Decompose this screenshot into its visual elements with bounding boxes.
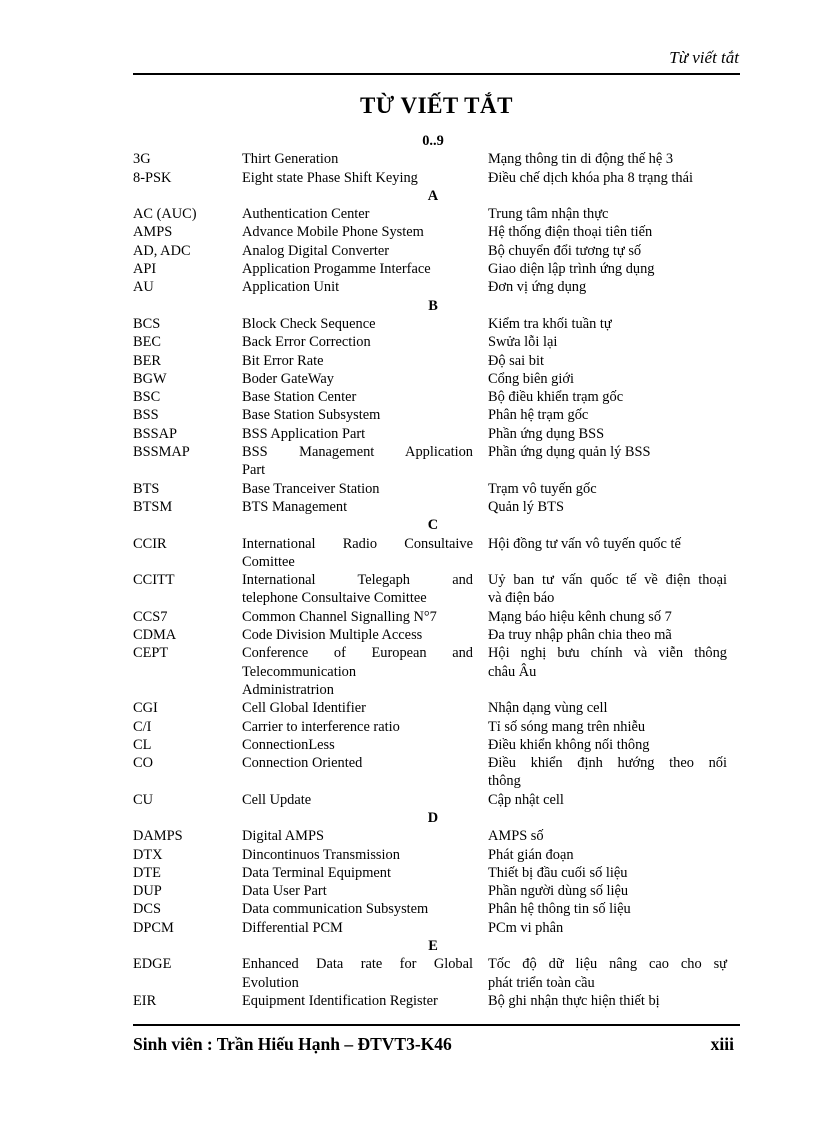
- list-item: [133, 535, 733, 553]
- abbreviation: CCITT: [133, 572, 175, 589]
- vietnamese-meaning: Mạng thông tin di động thế hệ 3: [488, 151, 674, 168]
- section-heading: E: [428, 938, 438, 955]
- full-term: ConnectionLess: [242, 736, 335, 753]
- full-term: Administratrion: [242, 681, 334, 698]
- list-item: [133, 772, 733, 790]
- abbreviation: [133, 553, 242, 571]
- full-term: Bit Error Rate: [242, 352, 324, 369]
- abbreviation: AD, ADC: [133, 242, 191, 259]
- abbreviation: CDMA: [133, 627, 177, 644]
- list-item: [133, 864, 733, 882]
- full-term: Equipment Identification Register: [242, 992, 438, 1009]
- list-item: [133, 352, 733, 370]
- vietnamese-meaning: Nhận dạng vùng cell: [488, 700, 608, 717]
- abbreviation: BGW: [133, 370, 167, 387]
- abbreviation: BCS: [133, 315, 161, 332]
- vietnamese-meaning: Hội đồng tư vấn vô tuyến quốc tế: [488, 535, 681, 552]
- section-heading: C: [427, 517, 439, 534]
- vietnamese-meaning: Phần người dùng số liệu: [488, 883, 629, 900]
- full-term: Application Unit: [242, 279, 340, 296]
- abbreviation: API: [133, 261, 157, 278]
- list-item: [133, 974, 733, 992]
- abbreviation: DUP: [133, 883, 162, 900]
- full-term: Base Station Center: [242, 389, 357, 406]
- full-term: Authentication Center: [242, 206, 370, 223]
- abbreviation-list: [133, 132, 733, 1010]
- list-item: [133, 882, 733, 900]
- page-number: xiii: [710, 1034, 734, 1054]
- vietnamese-meaning: châu Âu: [488, 663, 537, 680]
- vietnamese-meaning: Cập nhật cell: [488, 791, 564, 808]
- vietnamese-meaning: Quản lý BTS: [488, 498, 564, 515]
- list-item: [133, 425, 733, 443]
- full-term: BSS Management Application: [242, 444, 473, 461]
- section-heading: 0..9: [422, 133, 444, 149]
- vietnamese-meaning: [488, 681, 727, 699]
- list-item: [133, 278, 733, 296]
- abbreviation: [133, 681, 242, 699]
- abbreviation: EIR: [133, 992, 157, 1009]
- list-item: [133, 169, 733, 187]
- full-term: Data User Part: [242, 883, 327, 900]
- list-item: [133, 699, 733, 717]
- full-term: [242, 772, 473, 790]
- abbreviation: [133, 461, 242, 479]
- vietnamese-meaning: Hệ thống điện thoại tiên tiến: [488, 224, 653, 241]
- abbreviation: AU: [133, 279, 154, 296]
- vietnamese-meaning: Phát gián đoạn: [488, 846, 574, 863]
- list-item: [133, 370, 733, 388]
- abbreviation: DAMPS: [133, 828, 183, 845]
- vietnamese-meaning: thông: [488, 773, 521, 790]
- vietnamese-meaning: Tốc độ dữ liệu nâng cao cho sự: [488, 956, 727, 973]
- list-item: [133, 553, 733, 571]
- footer-author: Sinh viên : Trần Hiếu Hạnh – ĐTVT3-K46: [133, 1034, 452, 1054]
- full-term: Digital AMPS: [242, 828, 324, 845]
- vietnamese-meaning: Bộ ghi nhận thực hiện thiết bị: [488, 992, 660, 1009]
- section-heading: A: [427, 187, 439, 204]
- vietnamese-meaning: Mạng báo hiệu kênh chung số 7: [488, 608, 672, 625]
- list-item: [133, 315, 733, 333]
- vietnamese-meaning: AMPS số: [488, 828, 544, 845]
- list-item: [133, 827, 733, 845]
- vietnamese-meaning: Điều khiển định hướng theo nối: [488, 755, 727, 772]
- full-term: Part: [242, 462, 266, 479]
- abbreviation: [133, 974, 242, 992]
- abbreviation: CO: [133, 755, 153, 772]
- abbreviation: CL: [133, 736, 152, 753]
- section-heading: D: [427, 809, 439, 826]
- vietnamese-meaning: Trung tâm nhận thực: [488, 206, 609, 223]
- vietnamese-meaning: Phần ứng dụng quản lý BSS: [488, 444, 651, 461]
- full-term: Base Tranceiver Station: [242, 480, 380, 497]
- list-item: [133, 498, 733, 516]
- list-item: [133, 461, 733, 479]
- list-item: [133, 754, 733, 772]
- full-term: BTS Management: [242, 498, 348, 515]
- full-term: Code Division Multiple Access: [242, 627, 423, 644]
- abbreviation: [133, 772, 242, 790]
- full-term: Data Terminal Equipment: [242, 864, 391, 881]
- list-item: [133, 626, 733, 644]
- vietnamese-meaning: Swửa lỗi lại: [488, 334, 558, 351]
- full-term: Analog Digital Converter: [242, 242, 390, 259]
- vietnamese-meaning: Hội nghị bưu chính và viễn thông: [488, 645, 727, 662]
- list-item: [133, 205, 733, 223]
- vietnamese-meaning: Cổng biên giới: [488, 370, 574, 387]
- full-term: Conference of European and: [242, 645, 473, 662]
- full-term: Enhanced Data rate for Global: [242, 956, 473, 973]
- abbreviation: C/I: [133, 718, 152, 735]
- vietnamese-meaning: phát triển toàn cầu: [488, 974, 595, 991]
- abbreviation: DCS: [133, 901, 161, 918]
- full-term: Evolution: [242, 974, 299, 991]
- vietnamese-meaning: Đơn vị ứng dụng: [488, 279, 587, 296]
- abbreviation: BSS: [133, 407, 159, 424]
- abbreviation: DTE: [133, 864, 161, 881]
- vietnamese-meaning: Tỉ số sóng mang trên nhiễu: [488, 718, 646, 735]
- full-term: Block Check Sequence: [242, 315, 376, 332]
- list-item: [133, 150, 733, 168]
- vietnamese-meaning: [488, 461, 727, 479]
- vietnamese-meaning: Điều khiển không nối thông: [488, 736, 650, 753]
- list-item: [133, 260, 733, 278]
- vietnamese-meaning: Uỷ ban tư vấn quốc tế về điện thoại: [488, 572, 727, 589]
- abbreviation: CGI: [133, 700, 158, 717]
- footer-rule: [133, 1024, 740, 1026]
- list-item: [133, 718, 733, 736]
- vietnamese-meaning: Điều chế dịch khóa pha 8 trạng thái: [488, 169, 693, 186]
- full-term: International Telegaph and: [242, 572, 473, 589]
- running-header: Từ viết tắt: [669, 48, 739, 67]
- vietnamese-meaning: Độ sai bit: [488, 352, 544, 369]
- list-item: [133, 992, 733, 1010]
- full-term: Advance Mobile Phone System: [242, 224, 424, 241]
- abbreviation: BSC: [133, 389, 161, 406]
- list-item: [133, 480, 733, 498]
- full-term: BSS Application Part: [242, 425, 366, 442]
- full-term: Application Progamme Interface: [242, 261, 431, 278]
- vietnamese-meaning: Bộ điều khiển trạm gốc: [488, 389, 624, 406]
- vietnamese-meaning: Bộ chuyển đổi tương tự số: [488, 242, 642, 259]
- full-term: telephone Consultaive Comittee: [242, 590, 427, 607]
- vietnamese-meaning: [488, 553, 727, 571]
- abbreviation: BSSMAP: [133, 444, 190, 461]
- full-term: Telecommunication: [242, 663, 357, 680]
- abbreviation: DTX: [133, 846, 163, 863]
- abbreviation: [133, 663, 242, 681]
- vietnamese-meaning: Giao diện lập trình ứng dụng: [488, 261, 655, 278]
- abbreviation: [133, 589, 242, 607]
- vietnamese-meaning: Thiết bị đầu cuối số liệu: [488, 864, 628, 881]
- vietnamese-meaning: Kiểm tra khối tuần tự: [488, 315, 612, 332]
- full-term: Cell Update: [242, 791, 312, 808]
- vietnamese-meaning: Đa truy nhập phân chia theo mã: [488, 627, 672, 644]
- vietnamese-meaning: PCm vi phân: [488, 919, 564, 936]
- full-term: Boder GateWay: [242, 370, 334, 387]
- list-item: [133, 791, 733, 809]
- list-item: [133, 406, 733, 424]
- list-item: [133, 900, 733, 918]
- list-item: [133, 589, 733, 607]
- abbreviation: BSSAP: [133, 425, 178, 442]
- abbreviation: DPCM: [133, 919, 174, 936]
- list-item: [133, 333, 733, 351]
- list-item: [133, 663, 733, 681]
- abbreviation: EDGE: [133, 956, 172, 973]
- full-term: Back Error Correction: [242, 334, 371, 351]
- list-item: [133, 571, 733, 589]
- section-heading: B: [428, 297, 438, 314]
- header-rule: [133, 73, 740, 75]
- list-item: [133, 846, 733, 864]
- list-item: [133, 443, 733, 461]
- list-item: [133, 608, 733, 626]
- full-term: Comittee: [242, 553, 295, 570]
- vietnamese-meaning: Phần ứng dụng BSS: [488, 425, 605, 442]
- full-term: International Radio Consultaive: [242, 535, 473, 552]
- full-term: Base Station Subsystem: [242, 407, 381, 424]
- abbreviation: BER: [133, 352, 161, 369]
- list-item: [133, 644, 733, 662]
- list-item: [133, 736, 733, 754]
- vietnamese-meaning: và điện báo: [488, 590, 555, 607]
- list-item: [133, 919, 733, 937]
- full-term: Carrier to interference ratio: [242, 718, 400, 735]
- page-title: TỪ VIẾT TẮT: [360, 93, 513, 118]
- vietnamese-meaning: Phân hệ thông tin số liệu: [488, 901, 631, 918]
- full-term: Common Channel Signalling N°7: [242, 608, 437, 625]
- abbreviation: 3G: [133, 151, 151, 168]
- vietnamese-meaning: Phân hệ trạm gốc: [488, 407, 589, 424]
- list-item: [133, 388, 733, 406]
- list-item: [133, 242, 733, 260]
- list-item: [133, 223, 733, 241]
- abbreviation: AC (AUC): [133, 206, 197, 223]
- abbreviation: AMPS: [133, 224, 173, 241]
- vietnamese-meaning: Trạm vô tuyến gốc: [488, 480, 597, 497]
- list-item: [133, 681, 733, 699]
- abbreviation: CCIR: [133, 535, 167, 552]
- abbreviation: CEPT: [133, 645, 169, 662]
- full-term: Connection Oriented: [242, 755, 363, 772]
- full-term: Differential PCM: [242, 919, 343, 936]
- full-term: Data communication Subsystem: [242, 901, 429, 918]
- abbreviation: CCS7: [133, 608, 168, 625]
- full-term: Thirt Generation: [242, 151, 339, 168]
- abbreviation: CU: [133, 791, 153, 808]
- full-term: Dincontinuos Transmission: [242, 846, 400, 863]
- abbreviation: BTS: [133, 480, 160, 497]
- list-item: [133, 955, 733, 973]
- full-term: Eight state Phase Shift Keying: [242, 169, 418, 186]
- abbreviation: BEC: [133, 334, 161, 351]
- abbreviation: 8-PSK: [133, 169, 172, 186]
- full-term: Cell Global Identifier: [242, 700, 366, 717]
- abbreviation: BTSM: [133, 498, 173, 515]
